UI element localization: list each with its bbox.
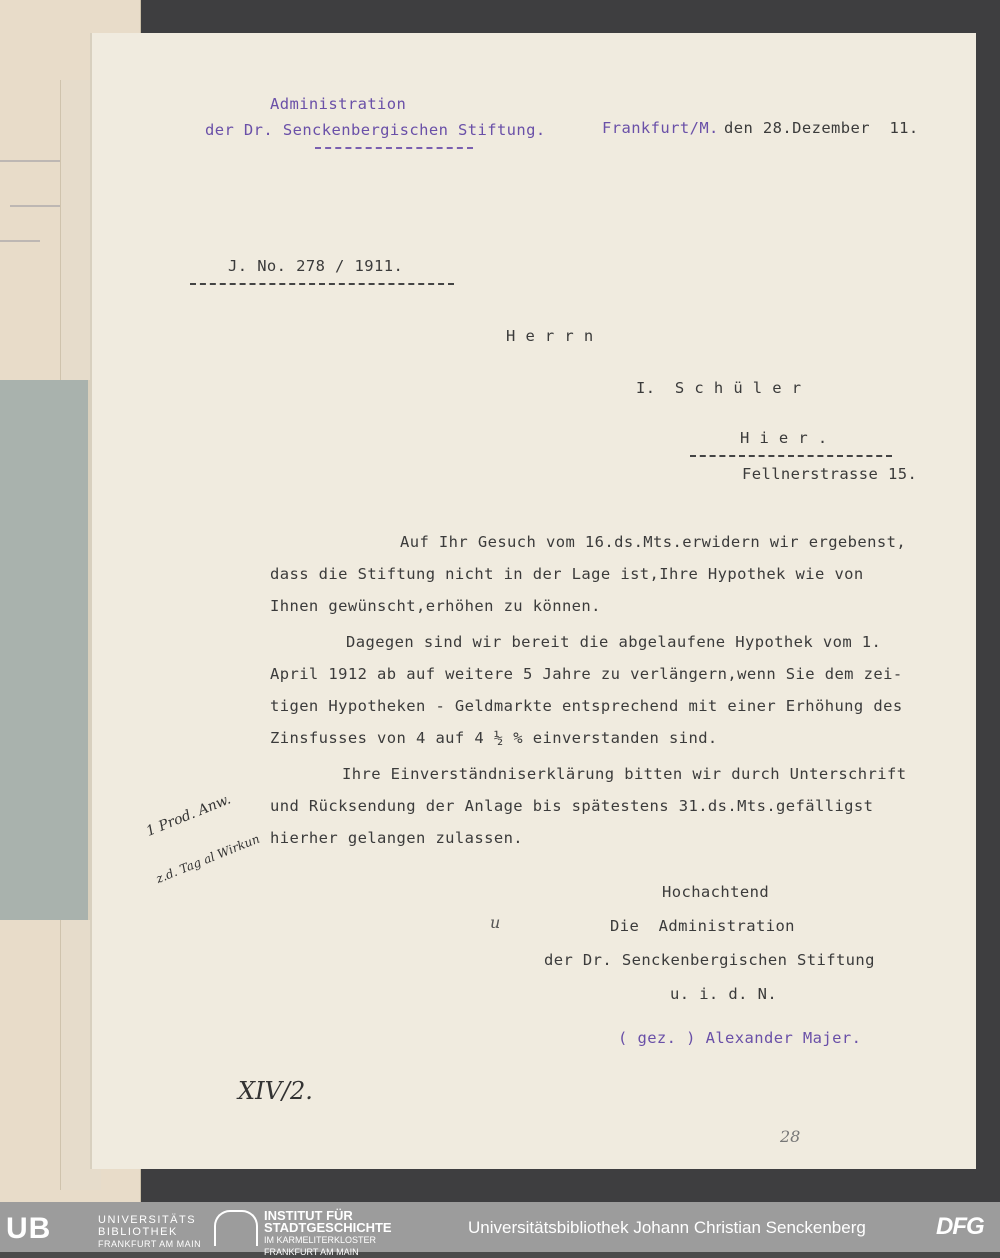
recipient-underline — [690, 455, 892, 457]
footer-center-text: Universitätsbibliothek Johann Christian Senckenberg — [468, 1218, 866, 1237]
reference-number: J. No. 278 / 1911. — [228, 257, 404, 275]
dfg-logo: DFG — [936, 1213, 984, 1240]
letter-page — [92, 33, 976, 1169]
ub-line2: BIBLIOTHEK — [98, 1226, 178, 1238]
body-line: Auf Ihr Gesuch vom 16.ds.Mts.erwidern wir ergebenst, — [400, 533, 907, 551]
closing-greeting: Hochachtend — [662, 883, 770, 901]
ub-logo: UB — [6, 1212, 52, 1245]
body-line: April 1912 ab auf weitere 5 Jahre zu verlängern,wenn Sie dem zei- — [270, 665, 903, 683]
recipient-place: H i e r . — [740, 429, 828, 447]
blue-attachment-paper — [0, 380, 90, 920]
body-line: Dagegen sind wir bereit die abgelaufene Hypothek vom 1. — [346, 633, 882, 651]
isg-line4: FRANKFURT AM MAIN — [264, 1247, 359, 1257]
recipient-name: I. S c h ü l e r — [636, 379, 802, 397]
closing-signature: ( gez. ) Alexander Majer. — [618, 1029, 862, 1047]
letterhead-underline — [315, 147, 473, 149]
isg-line1: INSTITUT FÜR — [264, 1208, 353, 1223]
archive-mark: XIV/2. — [238, 1077, 313, 1105]
recipient-salutation: H e r r n — [506, 327, 594, 345]
margin-note-1: 1 Prod. Anw. — [144, 791, 234, 840]
closing-line3: u. i. d. N. — [670, 985, 778, 1003]
isg-logo-text — [264, 1210, 392, 1258]
small-handwritten-mark: u — [490, 913, 501, 932]
isg-arch-icon — [214, 1210, 258, 1246]
letterhead-org-line1: Administration — [270, 95, 407, 113]
body-line: und Rücksendung der Anlage bis spätestens 31.ds.Mts.gefälligst — [270, 797, 874, 815]
body-line: Ihre Einverständniserklärung bitten wir durch Unterschrift — [342, 765, 907, 783]
ub-line3: FRANKFURT AM MAIN — [98, 1239, 202, 1249]
body-line: Ihnen gewünscht,erhöhen zu können. — [270, 597, 601, 615]
recipient-street: Fellnerstrasse 15. — [742, 465, 918, 483]
page-number: 28 — [780, 1127, 801, 1146]
ub-logo-text — [98, 1214, 201, 1250]
closing-line1: Die Administration — [610, 917, 795, 935]
letterhead-place-stamp: Frankfurt/M. — [602, 119, 719, 137]
letterhead-org-line2: der Dr. Senckenbergischen Stiftung. — [205, 121, 546, 139]
closing-line2: der Dr. Senckenbergischen Stiftung — [544, 951, 875, 969]
reference-underline — [190, 283, 454, 285]
letter-date: den 28.Dezember 11. — [724, 119, 919, 137]
footer-bar — [0, 1202, 1000, 1257]
body-line: dass die Stiftung nicht in der Lage ist,Ihre Hypothek wie von — [270, 565, 864, 583]
margin-note-2: z.d. Tag al Wirkun — [154, 831, 262, 886]
ub-line1: UNIVERSITÄTS — [98, 1214, 197, 1226]
isg-line3: IM KARMELITERKLOSTER — [264, 1235, 377, 1245]
isg-line2: STADTGESCHICHTE — [264, 1220, 392, 1235]
body-line: Zinsfusses von 4 auf 4 ½ % einverstanden sind. — [270, 729, 718, 747]
body-line: tigen Hypotheken - Geldmarkte entsprechend mit einer Erhöhung des — [270, 697, 903, 715]
body-line: hierher gelangen zulassen. — [270, 829, 524, 847]
